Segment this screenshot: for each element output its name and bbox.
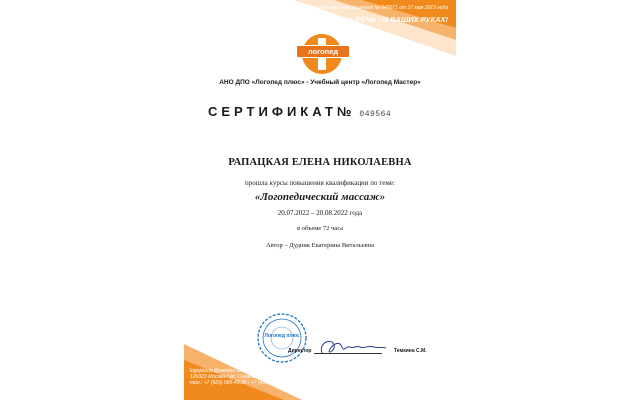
director-label: Директор [288, 348, 312, 354]
completed-text: прошла курсы повышения квалификации по теме: [245, 179, 395, 187]
contact-line: 129323 Москва / ул. Снежная, д. 16 корп. 5 [190, 374, 290, 381]
signature-icon [316, 335, 388, 361]
organization-name: АНО ДПО «Логопед плюс» - Учебный центр «Логопед Мастер» [219, 79, 421, 86]
contact-line: тел.: +7 (925) 585-49-35 / +7 (495) 656-69-82 [190, 380, 294, 387]
logo-text: логопед [296, 45, 350, 58]
number-sign: № [336, 104, 356, 119]
contact-line: logoplusss@yandex.ru / logopedmaster.ru [190, 368, 284, 374]
certificate-title: СЕРТИФИКАТ [208, 104, 337, 119]
contacts [190, 368, 294, 387]
certificate-title-row [208, 103, 391, 121]
certificate-number: 049564 [359, 110, 392, 119]
motto: ВАША РЕЧЬ - В ВАШИХ РУКАХ! [330, 15, 448, 24]
signature-line [314, 353, 382, 354]
license-text: Государственная лицензия № 040071 от 17 мая 2019 года [308, 5, 448, 11]
course-hours: в объеме 72 часа [296, 225, 344, 232]
recipient-name: РАПАЦКАЯ ЕЛЕНА НИКОЛАЕВНА [228, 157, 412, 168]
course-title: «Логопедический массаж» [254, 191, 386, 203]
director-name: Темкина С.М. [394, 348, 427, 354]
certificate [184, 0, 456, 400]
stamp-label: Логопед плюс [264, 333, 300, 339]
course-author: Автор – Дудник Екатерина Витальевна [265, 242, 375, 249]
course-dates: 20.07.2022 – 20.08.2022 года [277, 209, 363, 217]
